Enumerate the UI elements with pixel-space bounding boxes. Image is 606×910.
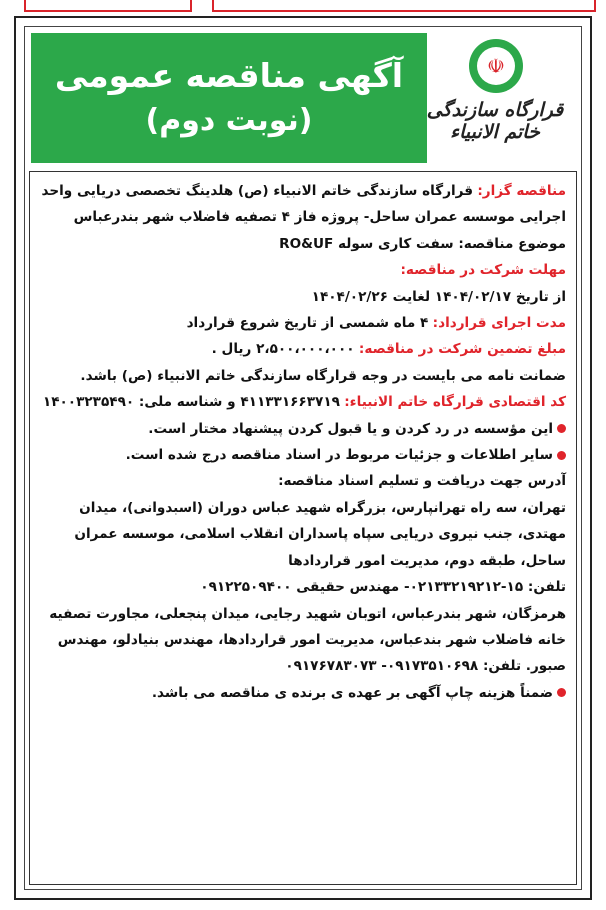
note-rejection-right: این مؤسسه در رد کردن و یا قبول کردن پیشنهاد مختار است.	[40, 416, 566, 442]
address-tehran: تهران، سه راه تهرانپارس، بزرگراه شهید عباس دوران (اسبدوانی)، میدان مهتدی، جنب نیروی دریایی سپاه پاسداران انقلاب اسلامی، موسسه عمران ساحل، طبقه دوم، مدیریت امور قراردادها	[74, 499, 566, 569]
duration-line	[40, 310, 566, 336]
emblem-icon: ☫	[469, 39, 523, 93]
bullet-icon	[557, 451, 566, 460]
tenderer-value: قرارگاه سازندگی خاتم الانبیاء (ص) هلدینگ تخصصی دریایی واحد اجرایی موسسه عمران ساحل- پروژه فاز ۴ تصفیه فاضلاب شهر بندرعباس	[41, 183, 566, 226]
phone-tehran: تلفن: ۱۵-۰۲۱۳۳۲۱۹۲۱۲- مهندس حقیقی ۰۹۱۲۲۵۰۹۴۰۰	[200, 579, 566, 596]
title-banner	[31, 33, 427, 163]
deadline-label: مهلت شرکت در مناقصه:	[400, 262, 566, 279]
note-documents: سایر اطلاعات و جزئیات مربوط در اسناد مناقصه درج شده است.	[40, 442, 566, 468]
deadline-value: از تاریخ ۱۴۰۴/۰۲/۱۷ لغایت ۱۴۰۴/۰۲/۲۶	[311, 288, 566, 305]
guarantee-value: ۲،۵۰۰،۰۰۰،۰۰۰ ریال .	[211, 341, 355, 358]
notice-inner-frame	[24, 26, 582, 890]
notice-frame	[14, 16, 592, 900]
tenderer-paragraph	[40, 178, 566, 231]
notice-body	[29, 171, 577, 885]
top-border-right	[212, 0, 596, 12]
final-note: ضمناً هزینه چاپ آگهی بر عهده ی برنده ی مناقصه می باشد.	[40, 680, 566, 706]
organization-name: قرارگاه سازندگی خاتم الانبیاء	[426, 99, 564, 143]
guarantee-note: ضمانت نامه می بایست در وجه قرارگاه سازندگی خاتم الانبیاء (ص) باشد.	[80, 367, 566, 384]
subject-line: موضوع مناقصه: سفت کاری سوله RO&UF	[279, 235, 566, 252]
organization-logo	[415, 33, 575, 163]
notice-header	[31, 33, 575, 163]
economic-code-line	[40, 389, 566, 415]
economic-code-value: ۴۱۱۳۳۱۶۶۳۷۱۹ و شناسه ملی: ۱۴۰۰۳۲۳۵۴۹۰	[42, 394, 340, 411]
duration-value: ۴ ماه شمسی از تاریخ شروع قرارداد	[186, 315, 429, 332]
duration-label: مدت اجرای قرارداد:	[432, 315, 566, 332]
guarantee-label: مبلغ تضمین شرکت در مناقصه:	[358, 341, 566, 358]
bullet-icon	[557, 424, 566, 433]
tenderer-label: مناقصه گزار:	[477, 183, 566, 199]
notice-title: آگهی مناقصه عمومی	[54, 56, 404, 95]
notice-subtitle: (نوبت دوم)	[145, 103, 313, 138]
guarantee-line	[40, 336, 566, 362]
address-bandar-abbas: هرمزگان، شهر بندرعباس، اتوبان شهید رجایی، میدان پنجعلی، مجاورت تصفیه خانه فاضلاب شهر بندعباس، مدیریت امور قراردادها، مهندس بنیادلو، مهندس صبور. تلفن: ۰۹۱۷۳۵۱۰۶۹۸- ۰۹۱۷۶۷۸۳۰۷۳	[49, 605, 566, 675]
economic-code-label: کد اقتصادی قرارگاه خاتم الانبیاء:	[344, 394, 566, 411]
bullet-icon	[557, 688, 566, 697]
address-heading: آدرس جهت دریافت و تسلیم اسناد مناقصه:	[278, 473, 566, 490]
top-border-left	[24, 0, 192, 12]
